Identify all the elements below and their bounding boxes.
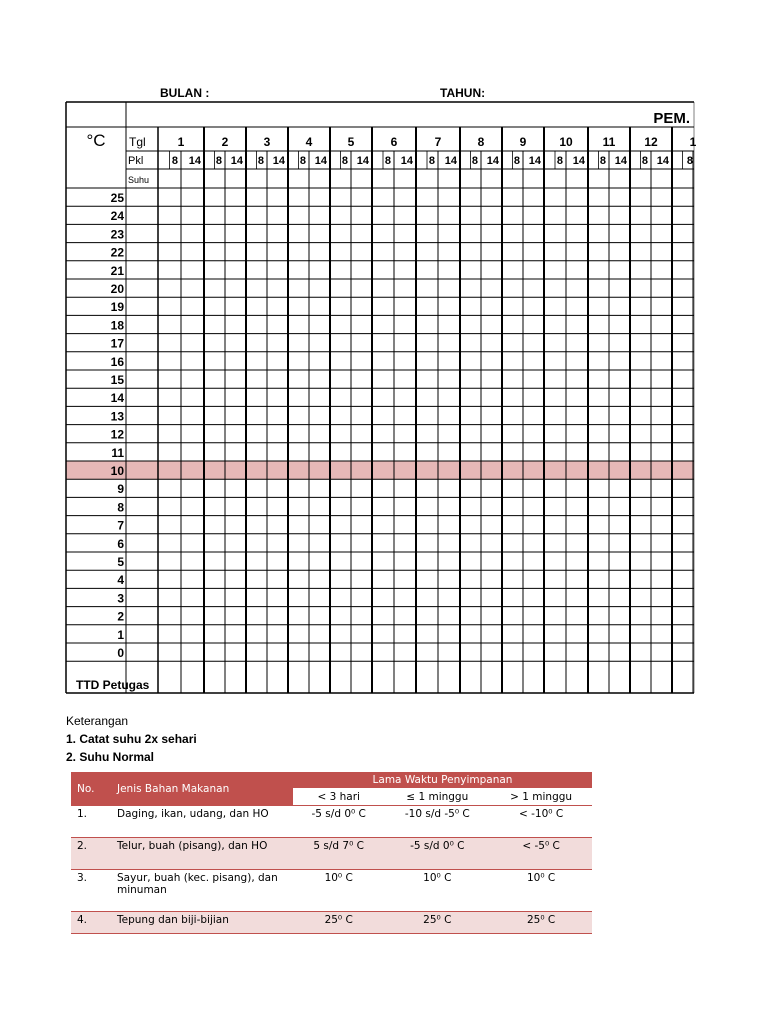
tgl-label: Tgl <box>129 135 146 149</box>
row-item: Tepung dan biji-bijian <box>111 912 293 934</box>
hour-label: 8 <box>341 155 348 167</box>
day-number: 7 <box>434 135 442 149</box>
col-item-header: Jenis Bahan Makanan <box>111 772 293 806</box>
temperature-label: 20 <box>110 282 124 296</box>
day-number: 8 <box>477 135 485 149</box>
row-value: -10 s/d -5⁰ C <box>384 806 490 838</box>
temperature-label: 5 <box>117 555 124 569</box>
temperature-label: 24 <box>110 209 124 224</box>
row-no: 3. <box>71 870 111 912</box>
temperature-label: 21 <box>110 263 124 278</box>
row-value: 5 s/d 7⁰ C <box>293 838 384 870</box>
row-value: 10⁰ C <box>384 870 490 912</box>
row-value: 25⁰ C <box>293 912 384 934</box>
highlight-row <box>66 461 694 479</box>
hour-label: 14 <box>230 155 243 167</box>
row-value: 10⁰ C <box>490 870 592 912</box>
row-no: 1. <box>71 806 111 838</box>
temperature-label: 14 <box>110 391 124 406</box>
note-item: 1. Catat suhu 2x sehari <box>66 732 197 746</box>
hour-label: 8 <box>556 155 563 167</box>
table-row <box>71 870 592 912</box>
hour-label: 8 <box>257 155 264 167</box>
day-number: 3 <box>263 135 271 149</box>
hour-label: 14 <box>528 155 541 167</box>
day-number: 10 <box>559 135 573 149</box>
day-number: 4 <box>305 135 313 149</box>
hour-label: 14 <box>272 155 285 167</box>
day-number: 1 <box>689 135 697 149</box>
signature-label: TTD Petugas <box>76 678 150 692</box>
hour-label: 14 <box>572 155 585 167</box>
temperature-label: 10 <box>110 464 124 478</box>
day-number: 11 <box>602 135 616 149</box>
table-row <box>71 806 592 838</box>
hour-label: 8 <box>471 155 478 167</box>
row-value: < -5⁰ C <box>490 838 592 870</box>
temperature-label: 18 <box>110 318 124 333</box>
hour-label: 8 <box>215 155 222 167</box>
col-no-header: No. <box>71 772 111 806</box>
temperature-label: 13 <box>110 409 124 424</box>
hour-label: 14 <box>614 155 627 167</box>
temperature-label: 4 <box>117 573 124 588</box>
notes-section <box>66 712 197 766</box>
table-row <box>71 912 592 934</box>
temperature-label: 7 <box>117 518 124 533</box>
row-no: 2. <box>71 838 111 870</box>
hour-label: 14 <box>356 155 369 167</box>
row-value: < -10⁰ C <box>490 806 592 838</box>
temperature-label: 11 <box>111 445 124 460</box>
temperature-label: 23 <box>110 227 124 242</box>
day-number: 6 <box>390 135 398 149</box>
row-value: -5 s/d 0⁰ C <box>384 838 490 870</box>
note-item: 2. Suhu Normal <box>66 750 155 764</box>
subcol-header: > 1 minggu <box>490 789 592 806</box>
hour-label: 8 <box>686 155 693 167</box>
temperature-label: 2 <box>117 609 124 624</box>
row-value: 10⁰ C <box>293 870 384 912</box>
col-group-header: Lama Waktu Penyimpanan <box>293 772 592 789</box>
temperature-label: 8 <box>117 500 124 515</box>
storage-time-table <box>71 772 592 934</box>
day-number: 9 <box>519 135 527 149</box>
day-number: 1 <box>177 135 185 149</box>
temperature-label: 25 <box>110 191 124 205</box>
tahun-label: TAHUN: <box>440 86 486 100</box>
hour-label: 14 <box>444 155 457 167</box>
subcol-header: ≤ 1 minggu <box>384 789 490 806</box>
temperature-label: 15 <box>110 373 124 387</box>
row-value: 25⁰ C <box>384 912 490 934</box>
row-no: 4. <box>71 912 111 934</box>
bulan-label: BULAN : <box>160 86 210 100</box>
hour-label: 8 <box>171 155 178 167</box>
hour-label: 8 <box>641 155 648 167</box>
temperature-label: 3 <box>117 591 124 606</box>
row-value: 25⁰ C <box>490 912 592 934</box>
temperature-label: 19 <box>110 300 124 315</box>
hour-label: 14 <box>314 155 327 167</box>
temperature-label: 0 <box>117 646 124 660</box>
subcol-header: < 3 hari <box>293 789 384 806</box>
hour-label: 8 <box>299 155 306 167</box>
row-item: Daging, ikan, udang, dan HO <box>111 806 293 838</box>
hour-label: 14 <box>400 155 413 167</box>
row-value: -5 s/d 0⁰ C <box>293 806 384 838</box>
temperature-label: 12 <box>110 427 124 442</box>
temperature-label: 9 <box>117 482 124 497</box>
day-number: 12 <box>644 135 658 149</box>
temperature-label: 16 <box>110 354 124 369</box>
temperature-label: 1 <box>117 627 124 642</box>
title-partial: PEM. <box>653 110 690 127</box>
hour-label: 14 <box>188 155 201 167</box>
row-item: Sayur, buah (kec. pisang), dan minuman <box>111 870 293 912</box>
pkl-label: Pkl <box>128 155 144 167</box>
row-item: Telur, buah (pisang), dan HO <box>111 838 293 870</box>
unit-label: °C <box>86 131 106 150</box>
notes-title: Keterangan <box>66 714 129 728</box>
day-number: 5 <box>347 135 355 149</box>
hour-label: 8 <box>428 155 435 167</box>
hour-label: 14 <box>486 155 499 167</box>
day-number: 2 <box>221 135 229 149</box>
temperature-label: 17 <box>110 336 124 351</box>
temperature-label: 22 <box>110 245 124 260</box>
table-row <box>71 838 592 870</box>
hour-label: 8 <box>599 155 606 167</box>
temperature-label: 6 <box>117 536 124 551</box>
suhu-label: Suhu <box>128 175 150 185</box>
hour-label: 14 <box>656 155 669 167</box>
hour-label: 8 <box>384 155 391 167</box>
hour-label: 8 <box>513 155 520 167</box>
